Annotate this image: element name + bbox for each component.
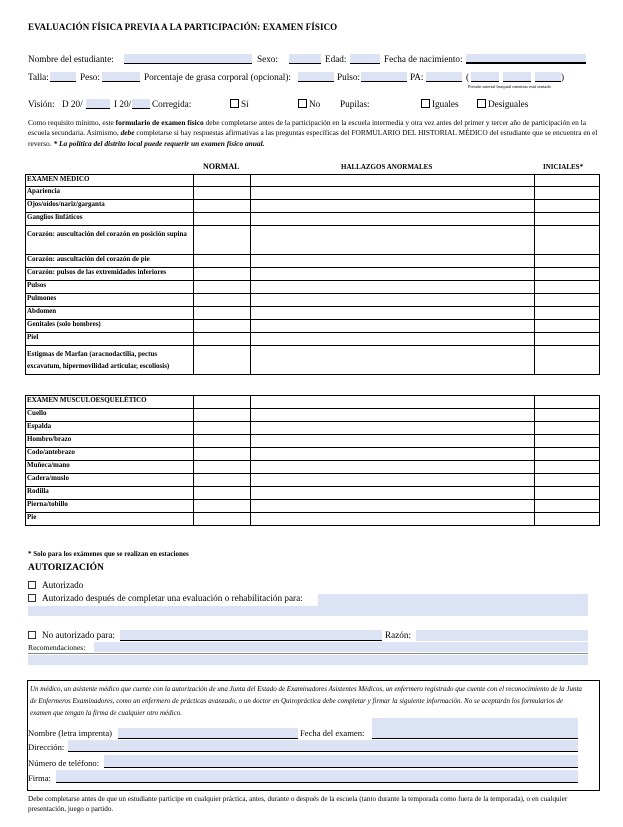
abnormal-cell[interactable] <box>251 448 535 461</box>
medical-exam-table <box>25 174 600 375</box>
col-initials-header: INICIALES* <box>543 163 584 171</box>
intro-paragraph: Como requisito mínimo, este formulario de examen físico debe completarse antes de la participación en la escuela intermedia y otra vez antes del primer y tercer año de participación en la escuela secundaria. Asimismo, debe completarse si hay respuestas afirmativas a las preguntas específicas del FORMULARIO DEL HISTORIAL MÉDICO del estudiante que se encuentra en el reverso. * La política del distrito local puede requerir un examen físico anual. <box>28 118 598 148</box>
table-row <box>26 448 600 461</box>
age-field[interactable] <box>350 54 380 64</box>
initials-cell[interactable] <box>535 474 600 487</box>
initials-cell[interactable] <box>535 422 600 435</box>
col-normal-header: NORMAL <box>203 162 240 171</box>
table-row <box>26 226 600 255</box>
row-label: Pierna/tobillo <box>26 500 194 513</box>
table-row <box>26 320 600 333</box>
initials-cell[interactable] <box>535 213 600 226</box>
initials-cell[interactable] <box>535 435 600 448</box>
row-label: Rodilla <box>26 487 194 500</box>
table-row <box>26 213 600 226</box>
birth-date-label: Fecha de nacimiento: <box>384 54 463 64</box>
row-label: Abdomen <box>26 307 194 320</box>
initials-cell[interactable] <box>535 255 600 268</box>
corrected-no-checkbox[interactable] <box>298 99 307 108</box>
initials-cell[interactable] <box>535 346 600 375</box>
row-label: Cadera/muslo <box>26 474 194 487</box>
abnormal-cell[interactable] <box>251 307 535 320</box>
reason-field[interactable] <box>416 630 588 641</box>
pupils-unequal-checkbox[interactable] <box>477 99 486 108</box>
row-label: Ganglios linfáticos <box>26 213 194 226</box>
row-label: Pulmones <box>26 294 194 307</box>
abnormal-cell[interactable] <box>251 200 535 213</box>
abnormal-cell[interactable] <box>251 281 535 294</box>
body-fat-field[interactable] <box>298 72 334 82</box>
medical-header-row <box>26 175 600 187</box>
corrected-label: Corregida: <box>152 99 192 109</box>
table-row <box>26 200 600 213</box>
medical-header: EXAMEN MÉDICO <box>26 175 194 187</box>
normal-cell[interactable] <box>194 175 251 187</box>
row-label: Cuello <box>26 409 194 422</box>
initials-cell[interactable] <box>535 461 600 474</box>
initials-cell[interactable] <box>535 320 600 333</box>
row-label: Pulsos <box>26 281 194 294</box>
table-row <box>26 268 600 281</box>
pupils-label: Pupilas: <box>340 99 370 109</box>
authorized-after-option[interactable] <box>28 593 303 603</box>
normal-cell[interactable] <box>194 187 251 200</box>
bp-systolic-field[interactable] <box>426 72 462 82</box>
recommendations-field[interactable] <box>94 642 588 652</box>
msk-exam-table <box>25 395 600 526</box>
normal-cell[interactable] <box>194 448 251 461</box>
col-abnormal-header: HALLAZGOS ANORMALES <box>341 163 433 171</box>
bp-note: Presión arterial braquial mientras está sentado <box>468 84 551 89</box>
vision-label: Visión: <box>28 99 55 109</box>
abnormal-cell[interactable] <box>251 474 535 487</box>
authorized-after-field-2[interactable] <box>28 606 588 616</box>
normal-cell[interactable] <box>194 409 251 422</box>
abnormal-cell[interactable] <box>251 333 535 346</box>
student-name-field[interactable] <box>124 54 252 64</box>
table-row <box>26 487 600 500</box>
initials-cell[interactable] <box>535 294 600 307</box>
authorized-checkbox[interactable] <box>28 581 36 589</box>
normal-cell[interactable] <box>194 346 251 375</box>
normal-cell[interactable] <box>194 461 251 474</box>
recommendations-line <box>28 653 588 654</box>
form-title: EVALUACIÓN FÍSICA PREVIA A LA PARTICIPACIÓN: EXAMEN FÍSICO <box>28 22 338 32</box>
abnormal-cell[interactable] <box>251 213 535 226</box>
table-row <box>26 187 600 200</box>
reason-label: Razón: <box>385 630 412 640</box>
sex-field[interactable] <box>289 54 321 64</box>
initials-cell[interactable] <box>535 513 600 526</box>
normal-cell[interactable] <box>194 200 251 213</box>
table-row <box>26 294 600 307</box>
row-label: Corazón: auscultación del corazón en posición supina <box>26 226 194 255</box>
vision-left-label: I 20/ <box>114 99 132 109</box>
abnormal-cell[interactable] <box>251 320 535 333</box>
initials-cell[interactable] <box>535 333 600 346</box>
normal-cell[interactable] <box>194 268 251 281</box>
normal-cell[interactable] <box>194 474 251 487</box>
birth-date-field[interactable] <box>466 54 586 64</box>
row-label: Ojos/oídos/nariz/garganta <box>26 200 194 213</box>
abnormal-cell[interactable] <box>251 255 535 268</box>
row-label: Corazón: pulsos de las extremidades inferiores <box>26 268 194 281</box>
abnormal-cell[interactable] <box>251 187 535 200</box>
weight-label: Peso: <box>80 72 100 82</box>
examiner-name-field[interactable] <box>118 728 298 739</box>
initials-cell[interactable] <box>535 500 600 513</box>
abnormal-cell[interactable] <box>251 435 535 448</box>
initials-cell[interactable] <box>535 268 600 281</box>
table-row <box>26 500 600 513</box>
pulse-field[interactable] <box>361 72 407 82</box>
weight-field[interactable] <box>102 72 140 82</box>
vision-left-field[interactable] <box>132 99 150 109</box>
msk-header: EXAMEN MUSCULOESQUELÉTICO <box>26 396 194 409</box>
footer-note: Debe completarse antes de que un estudiante participe en cualquier práctica, antes, durante o después de la escuela (tanto durante la temporada como fuera de la temporada), o en cualquier presentación, juego o partido. <box>28 795 568 813</box>
table-row <box>26 255 600 268</box>
sex-label: Sexo: <box>257 54 278 64</box>
normal-cell[interactable] <box>194 307 251 320</box>
abnormal-cell[interactable] <box>251 409 535 422</box>
recommendations-label: Recomendaciones: <box>28 643 86 652</box>
address-label: Dirección: <box>28 742 65 752</box>
abnormal-cell[interactable] <box>251 396 535 409</box>
normal-cell[interactable] <box>194 422 251 435</box>
pulse-label: Pulso: <box>337 72 360 82</box>
table-row <box>26 474 600 487</box>
normal-cell[interactable] <box>194 281 251 294</box>
row-label: Codo/antebrazo <box>26 448 194 461</box>
not-authorized-checkbox[interactable] <box>28 631 36 639</box>
bp-label: PA: <box>410 72 424 82</box>
row-label: Estigmas de Marfan (aracnodactilia, pectus excavatum, hipermovilidad articular, escoliosis) <box>26 346 194 375</box>
table-row <box>26 281 600 294</box>
signature-field[interactable] <box>56 770 578 783</box>
initials-cell[interactable] <box>535 226 600 255</box>
normal-cell[interactable] <box>194 500 251 513</box>
phone-field[interactable] <box>104 755 578 768</box>
table-row <box>26 461 600 474</box>
normal-cell[interactable] <box>194 333 251 346</box>
age-label: Edad: <box>325 54 347 64</box>
bp-recheck-diastolic-field[interactable] <box>503 72 531 82</box>
initials-cell[interactable] <box>535 281 600 294</box>
examiner-name-label: Nombre (letra imprenta) <box>28 728 112 738</box>
abnormal-cell[interactable] <box>251 268 535 281</box>
stations-note: * Solo para los exámenes que se realizan en estaciones <box>28 550 189 558</box>
table-row <box>26 422 600 435</box>
normal-cell[interactable] <box>194 487 251 500</box>
abnormal-cell[interactable] <box>251 346 535 375</box>
auth-heading: AUTORIZACIÓN <box>28 563 104 573</box>
row-label: Genitales (solo hombres) <box>26 320 194 333</box>
abnormal-cell[interactable] <box>251 487 535 500</box>
height-field[interactable] <box>50 72 76 82</box>
normal-cell[interactable] <box>194 294 251 307</box>
row-label: Apariencia <box>26 187 194 200</box>
examiner-paragraph: Un médico, un asistente médico que cuente con la autorización de una Junta del Estado de Examinadores Asistentes Médicos, un enfermero registrado que cuente con el reconocimiento de la Junta de Enfermeros Examinadores, como un enfermero de prácticas avanzado, o un doctor en Quiropráctica debe completar y firmar la siguiente información. No se aceptarán los formularios de examen que tengan la firma de cualquier otro médico. <box>30 685 582 717</box>
authorized-after-field[interactable] <box>318 594 588 606</box>
table-row <box>26 435 600 448</box>
corrected-yes-label: Sí <box>241 99 249 109</box>
bp-recheck-extra-field[interactable] <box>535 72 561 82</box>
not-authorized-label: No autorizado para: <box>42 630 115 640</box>
pupils-equal-checkbox[interactable] <box>421 99 430 108</box>
authorized-after-checkbox[interactable] <box>28 594 36 602</box>
row-label: Corazón: auscultación del corazón de pie <box>26 255 194 268</box>
initials-cell[interactable] <box>535 307 600 320</box>
abnormal-cell[interactable] <box>251 294 535 307</box>
table-row <box>26 333 600 346</box>
normal-cell[interactable] <box>194 320 251 333</box>
table-row <box>26 409 600 422</box>
exam-date-label: Fecha del examen: <box>300 728 365 738</box>
not-authorized-option[interactable] <box>28 630 115 640</box>
normal-cell[interactable] <box>194 513 251 526</box>
vision-right-field[interactable] <box>86 99 110 109</box>
corrected-yes-checkbox[interactable] <box>230 99 239 108</box>
vision-right-label: D 20/ <box>62 99 83 109</box>
pupils-equal-label: Iguales <box>432 99 459 109</box>
authorized-label: Autorizado <box>42 580 84 590</box>
height-label: Talla: <box>28 72 49 82</box>
abnormal-cell[interactable] <box>251 461 535 474</box>
normal-cell[interactable] <box>194 226 251 255</box>
corrected-no-label: No <box>309 99 321 109</box>
msk-header-row <box>26 396 600 409</box>
recommendations-field-2[interactable] <box>28 655 588 665</box>
not-authorized-field[interactable] <box>120 630 382 641</box>
authorized-after-label: Autorizado después de completar una evaluación o rehabilitación para: <box>42 593 303 603</box>
bp-recheck-systolic-field[interactable] <box>471 72 499 82</box>
row-label: Pie <box>26 513 194 526</box>
initials-cell[interactable] <box>535 487 600 500</box>
table-row <box>26 307 600 320</box>
abnormal-cell[interactable] <box>251 422 535 435</box>
initials-cell[interactable] <box>535 175 600 187</box>
initials-cell[interactable] <box>535 396 600 409</box>
abnormal-cell[interactable] <box>251 500 535 513</box>
normal-cell[interactable] <box>194 255 251 268</box>
row-label: Muñeca/mano <box>26 461 194 474</box>
abnormal-cell[interactable] <box>251 513 535 526</box>
normal-cell[interactable] <box>194 435 251 448</box>
phone-label: Número de teléfono: <box>28 758 100 768</box>
body-fat-label: Porcentaje de grasa corporal (opcional): <box>144 72 291 82</box>
row-label: Hombro/brazo <box>26 435 194 448</box>
initials-cell[interactable] <box>535 200 600 213</box>
exam-date-field[interactable] <box>372 718 578 739</box>
row-label: Espalda <box>26 422 194 435</box>
initials-cell[interactable] <box>535 409 600 422</box>
authorized-option[interactable] <box>28 580 83 590</box>
student-name-label: Nombre del estudiante: <box>28 54 114 64</box>
abnormal-cell[interactable] <box>251 175 535 187</box>
initials-cell[interactable] <box>535 187 600 200</box>
signature-label: Firma: <box>28 773 51 783</box>
table-row <box>26 513 600 526</box>
pupils-unequal-label: Desiguales <box>488 99 529 109</box>
initials-cell[interactable] <box>535 448 600 461</box>
normal-cell[interactable] <box>194 213 251 226</box>
address-field[interactable] <box>68 740 578 752</box>
abnormal-cell[interactable] <box>251 226 535 255</box>
row-label: Piel <box>26 333 194 346</box>
table-row <box>26 346 600 375</box>
normal-cell[interactable] <box>194 396 251 409</box>
